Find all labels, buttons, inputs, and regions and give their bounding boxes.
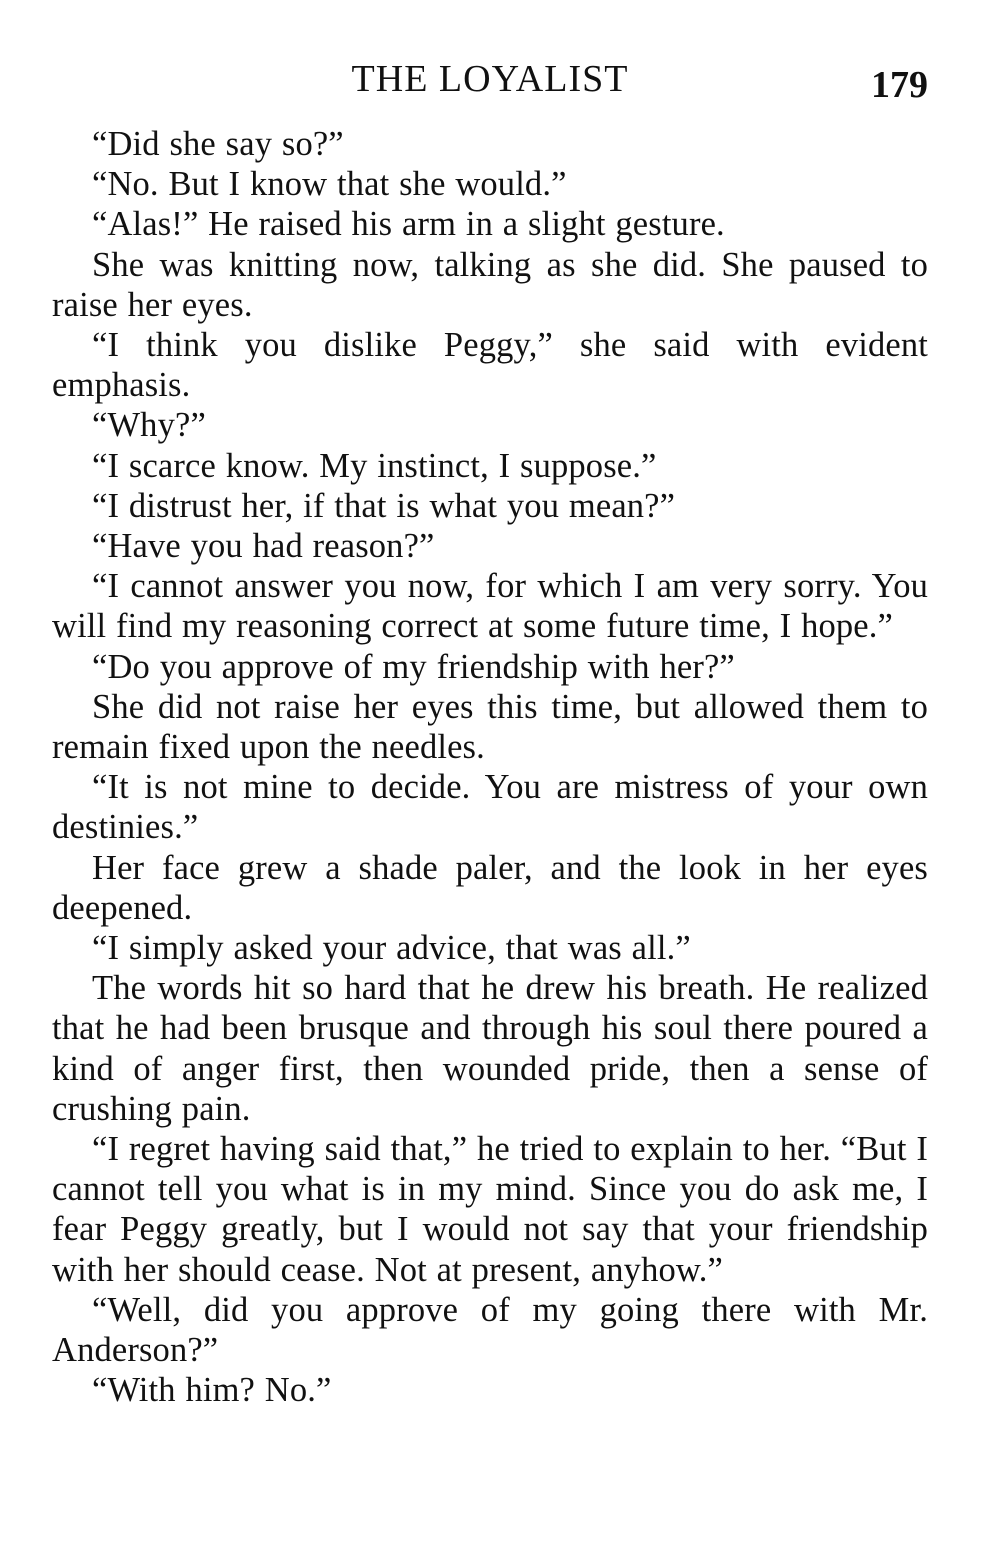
paragraph: “Why?” xyxy=(92,406,206,445)
page-header xyxy=(52,52,928,106)
paragraph: “I simply asked your advice, that was all.” xyxy=(92,929,691,968)
paragraph: “Did she say so?” xyxy=(92,125,344,163)
paragraph: “Do you approve of my friendship with her?” xyxy=(92,647,735,686)
paragraph: “I regret having said that,” he tried to explain to her. “But I cannot tell you what is in my mind. Since you do ask me, I fear Peggy greatly, but I would not say that your friendship with her should cease. Not at present, anyhow.” xyxy=(52,1130,928,1289)
paragraph: She did not raise her eyes this time, but allowed them to remain fixed upon the needles. xyxy=(52,687,928,767)
paragraph: “Well, did you approve of my going there with Mr. Anderson?” xyxy=(52,1290,928,1370)
page-number: 179 xyxy=(871,64,928,106)
paragraph: She was knitting now, talking as she did. She paused to raise her eyes. xyxy=(52,245,928,324)
paragraph: The words hit so hard that he drew his breath. He realized that he had been brusque and through his soul there poured a kind of anger first, then wounded pride, then a sense of crushing pain. xyxy=(52,969,928,1128)
paragraph: “Alas!” He raised his arm in a slight gesture. xyxy=(92,205,725,244)
body-text xyxy=(52,124,928,1411)
paragraph: “I think you dislike Peggy,” she said with evident emphasis. xyxy=(52,326,928,405)
running-head: THE LOYALIST xyxy=(351,58,629,100)
paragraph: “Have you had reason?” xyxy=(92,527,435,566)
paragraph: “I cannot answer you now, for which I am very sorry. You will find my reasoning correct at some future time, I hope.” xyxy=(52,567,928,646)
paragraph: “No. But I know that she would.” xyxy=(92,165,567,204)
paragraph: Her face grew a shade paler, and the look in her eyes deepened. xyxy=(52,848,928,927)
paragraph: “It is not mine to decide. You are mistress of your own destinies.” xyxy=(52,768,928,847)
book-page xyxy=(52,52,928,1411)
paragraph: “With him? No.” xyxy=(92,1371,332,1410)
paragraph: “I distrust her, if that is what you mean?” xyxy=(92,486,676,525)
paragraph: “I scarce know. My instinct, I suppose.” xyxy=(92,446,657,485)
